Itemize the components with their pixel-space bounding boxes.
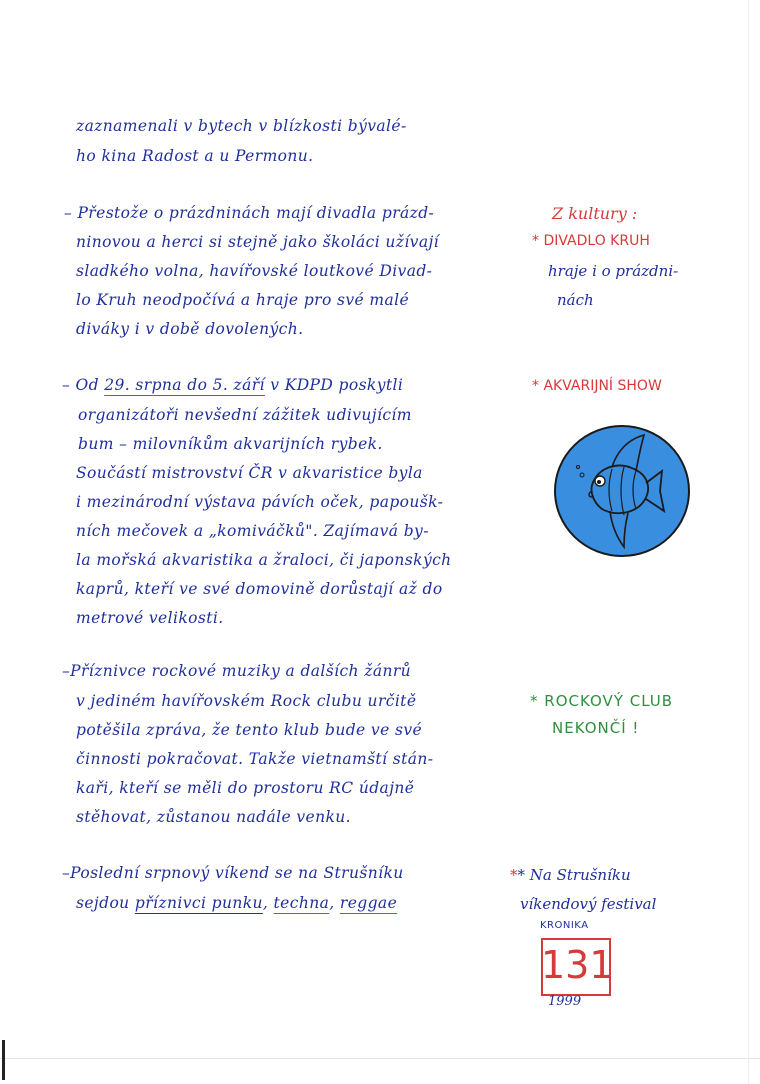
text-line: organizátoři nevšední zážitek udivujícím bbox=[78, 406, 412, 424]
festival-note-text: * Na Strušníku bbox=[517, 866, 631, 884]
rock-note-line: NEKONČÍ ! bbox=[552, 719, 640, 737]
page-number: 131 bbox=[541, 943, 614, 987]
text-fragment: , bbox=[329, 894, 340, 912]
text-line: potěšila zpráva, že tento klub bude ve své bbox=[76, 721, 423, 739]
text-line: v jediném havířovském Rock clubu určitě bbox=[76, 692, 417, 710]
stamp-year: 1999 bbox=[548, 994, 582, 1009]
underlined-text: techna bbox=[273, 894, 330, 912]
text-line: činnosti pokračovat. Takže vietnamští stán- bbox=[76, 750, 434, 768]
text-line: Součástí mistrovství ČR v akvaristice byla bbox=[76, 464, 423, 482]
divadlo-note-line: hraje i o prázdni- bbox=[548, 262, 679, 280]
text-line bbox=[76, 894, 397, 912]
fish-icon bbox=[552, 423, 692, 559]
text-line: ninovou a herci si stejně jako školáci užívají bbox=[76, 233, 440, 251]
text-line: stěhovat, zůstanou nadále venku. bbox=[76, 808, 352, 826]
underlined-text: příznivci punku bbox=[134, 894, 263, 912]
text-line: metrové velikosti. bbox=[76, 609, 224, 627]
angelfish-illustration bbox=[552, 423, 692, 559]
text-fragment: v KDPD poskytli bbox=[264, 376, 404, 394]
text-line bbox=[62, 376, 403, 394]
text-line: kaprů, kteří ve své domovině dorůstají až do bbox=[76, 580, 443, 598]
underlined-dates: 29. srpna do 5. září bbox=[104, 376, 265, 394]
text-fragment: – Od bbox=[62, 376, 105, 394]
page-edge bbox=[0, 1058, 760, 1059]
text-line: –Poslední srpnový víkend se na Strušníku bbox=[62, 864, 404, 882]
text-line: diváky i v době dovolených. bbox=[76, 320, 304, 338]
text-line: – Přestože o prázdninách mají divadla prázd- bbox=[64, 204, 435, 222]
stamp-label: KRONIKA bbox=[540, 920, 589, 931]
underlined-text: reggae bbox=[339, 894, 398, 912]
text-line: kaři, kteří se měli do prostoru RC údajně bbox=[76, 779, 415, 797]
text-line: bum – milovníkům akvarijních rybek. bbox=[78, 435, 383, 453]
festival-note-line: víkendový festival bbox=[520, 895, 657, 913]
text-fragment: sejdou bbox=[76, 894, 135, 912]
text-line: –Příznivce rockové muziky a dalších žánrů bbox=[62, 662, 412, 680]
text-line: zaznamenali v bytech v blízkosti bývalé- bbox=[76, 117, 407, 135]
text-line: la mořská akvaristika a žraloci, či japonských bbox=[76, 551, 452, 569]
text-line: sladkého volna, havířovské loutkové Divad- bbox=[76, 262, 433, 280]
text-line: i mezinárodní výstava pávích oček, papoušk- bbox=[76, 493, 444, 511]
binding-mark bbox=[2, 1040, 5, 1080]
culture-heading: Z kultury : bbox=[552, 204, 638, 223]
text-line: ních mečovek a „komiváčků". Zajímavá by- bbox=[76, 522, 429, 540]
rock-note-line: * ROCKOVÝ CLUB bbox=[530, 692, 674, 710]
divadlo-note-title: * DIVADLO KRUH bbox=[532, 233, 650, 249]
text-fragment: , bbox=[262, 894, 274, 912]
asterisk-icon: * bbox=[510, 866, 518, 884]
divadlo-note-line: nách bbox=[557, 291, 594, 309]
text-line: lo Kruh neodpočívá a hraje pro své malé bbox=[76, 291, 410, 309]
festival-note-line bbox=[510, 866, 631, 884]
page-edge bbox=[748, 0, 749, 1084]
akvarijni-note: * AKVARIJNÍ SHOW bbox=[532, 378, 662, 394]
text-line: ho kina Radost a u Permonu. bbox=[76, 147, 314, 165]
